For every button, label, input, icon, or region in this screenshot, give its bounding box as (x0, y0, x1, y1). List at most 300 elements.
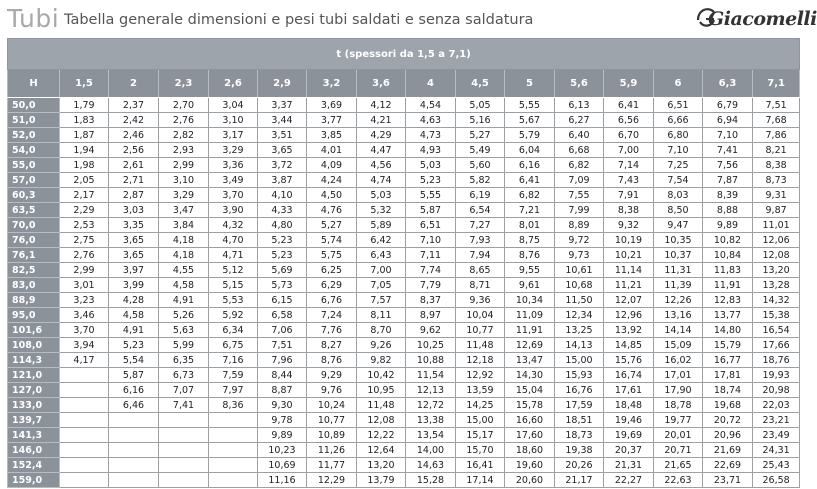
weight-cell: 13,38 (406, 413, 456, 428)
table-row (8, 263, 800, 278)
weight-cell (209, 458, 258, 473)
weight-cell: 4,29 (357, 128, 406, 143)
column-header-thickness: 4,5 (456, 70, 505, 98)
weight-cell: 11,91 (505, 323, 555, 338)
weight-cell: 6,79 (703, 98, 753, 113)
weight-cell: 4,17 (60, 353, 109, 368)
weight-cell: 6,82 (555, 158, 604, 173)
weight-cell: 16,74 (604, 368, 654, 383)
weight-cell: 15,00 (555, 353, 604, 368)
table-row (8, 293, 800, 308)
weight-cell: 8,38 (604, 203, 654, 218)
weight-cell (109, 443, 159, 458)
weight-cell: 11,31 (654, 263, 703, 278)
weight-cell: 22,63 (654, 473, 703, 488)
weight-cell: 18,48 (604, 398, 654, 413)
weight-cell: 4,24 (307, 173, 357, 188)
weight-cell: 6,66 (654, 113, 703, 128)
weight-cell: 14,14 (654, 323, 703, 338)
weight-cell: 7,10 (406, 233, 456, 248)
weight-cell (60, 443, 109, 458)
weight-cell: 9,32 (604, 218, 654, 233)
weight-cell: 14,13 (555, 338, 604, 353)
weight-cell: 3,69 (307, 98, 357, 113)
weight-cell: 16,41 (456, 458, 505, 473)
weight-cell: 2,87 (109, 188, 159, 203)
weight-cell: 3,65 (109, 233, 159, 248)
weight-cell: 8,70 (357, 323, 406, 338)
weight-cell: 4,74 (357, 173, 406, 188)
weight-cell: 10,42 (357, 368, 406, 383)
weight-cell: 5,75 (307, 248, 357, 263)
page-header (0, 0, 817, 38)
weight-cell: 13,16 (654, 308, 703, 323)
weight-cell: 4,18 (159, 248, 209, 263)
weight-cell: 6,16 (109, 383, 159, 398)
table-row (8, 308, 800, 323)
weight-cell: 4,12 (357, 98, 406, 113)
weight-cell: 5,05 (456, 98, 505, 113)
weight-cell: 13,47 (505, 353, 555, 368)
weight-cell: 11,83 (703, 263, 753, 278)
weight-cell: 7,09 (555, 173, 604, 188)
weight-cell: 21,69 (703, 443, 753, 458)
weight-cell: 23,21 (753, 413, 800, 428)
weight-cell: 7,10 (654, 143, 703, 158)
weight-cell: 9,61 (505, 278, 555, 293)
weight-cell: 6,13 (555, 98, 604, 113)
weight-cell: 3,72 (258, 158, 307, 173)
weight-cell: 6,70 (604, 128, 654, 143)
weight-cell: 10,24 (307, 398, 357, 413)
weight-cell: 18,76 (753, 353, 800, 368)
weight-cell: 9,55 (505, 263, 555, 278)
weight-cell: 7,11 (406, 248, 456, 263)
weight-cell: 6,04 (505, 143, 555, 158)
weight-cell: 5,23 (406, 173, 456, 188)
weight-cell: 2,75 (60, 233, 109, 248)
weight-cell: 9,73 (555, 248, 604, 263)
weight-cell: 2,76 (60, 248, 109, 263)
weight-cell: 7,00 (357, 263, 406, 278)
weight-cell (109, 458, 159, 473)
weight-cell: 10,82 (703, 233, 753, 248)
weight-cell: 9,87 (753, 203, 800, 218)
weight-cell: 5,53 (209, 293, 258, 308)
table-row (8, 278, 800, 293)
weight-cell: 5,27 (307, 218, 357, 233)
table-row (8, 323, 800, 338)
weight-cell: 3,94 (60, 338, 109, 353)
weight-cell: 10,77 (456, 323, 505, 338)
weight-cell: 5,03 (406, 158, 456, 173)
weight-cell: 9,29 (307, 368, 357, 383)
weight-cell: 19,38 (555, 443, 604, 458)
weight-cell: 12,64 (357, 443, 406, 458)
weight-cell: 3,46 (60, 308, 109, 323)
weight-cell: 18,60 (505, 443, 555, 458)
column-header-thickness: 7,1 (753, 70, 800, 98)
weight-cell: 25,43 (753, 458, 800, 473)
weight-cell: 4,71 (209, 248, 258, 263)
weight-cell: 5,27 (456, 128, 505, 143)
weight-cell: 9,30 (258, 398, 307, 413)
weight-cell: 13,92 (604, 323, 654, 338)
weight-cell: 17,01 (654, 368, 703, 383)
weight-cell (209, 473, 258, 488)
weight-cell: 9,89 (703, 218, 753, 233)
weight-cell: 11,77 (307, 458, 357, 473)
weight-cell: 2,17 (60, 188, 109, 203)
weight-cell: 18,74 (703, 383, 753, 398)
weight-cell: 11,26 (307, 443, 357, 458)
weight-cell: 24,31 (753, 443, 800, 458)
weight-cell: 11,91 (703, 278, 753, 293)
weight-cell: 5,92 (209, 308, 258, 323)
weight-cell: 14,80 (703, 323, 753, 338)
row-header-diameter: 63,5 (8, 203, 60, 218)
weight-cell: 8,38 (753, 158, 800, 173)
weight-cell (209, 428, 258, 443)
weight-cell: 3,10 (209, 113, 258, 128)
weight-cell: 16,54 (753, 323, 800, 338)
weight-cell: 3,35 (109, 218, 159, 233)
weight-cell: 7,94 (456, 248, 505, 263)
column-header-row (8, 70, 800, 98)
weight-cell: 9,89 (258, 428, 307, 443)
column-header-thickness: 4 (406, 70, 456, 98)
weight-cell: 17,60 (505, 428, 555, 443)
weight-cell: 7,96 (258, 353, 307, 368)
table-caption: t (spessori da 1,5 a 7,1) (8, 39, 800, 70)
weight-cell: 16,76 (555, 383, 604, 398)
row-header-diameter: 60,3 (8, 188, 60, 203)
weight-cell: 5,69 (258, 263, 307, 278)
weight-cell: 7,51 (753, 98, 800, 113)
table-row (8, 233, 800, 248)
weight-cell: 17,14 (456, 473, 505, 488)
weight-cell: 13,28 (753, 278, 800, 293)
weight-cell: 20,96 (703, 428, 753, 443)
weight-cell: 1,94 (60, 143, 109, 158)
weight-cell: 20,71 (654, 443, 703, 458)
weight-cell: 7,87 (703, 173, 753, 188)
weight-cell: 15,17 (456, 428, 505, 443)
weight-cell: 8,11 (357, 308, 406, 323)
weight-cell: 16,02 (654, 353, 703, 368)
weight-cell: 15,38 (753, 308, 800, 323)
weight-cell: 7,56 (703, 158, 753, 173)
weight-cell: 4,50 (307, 188, 357, 203)
weight-cell: 11,01 (753, 218, 800, 233)
weight-cell: 7,59 (209, 368, 258, 383)
weight-cell: 3,29 (209, 143, 258, 158)
weight-cell (60, 413, 109, 428)
weight-cell: 5,79 (505, 128, 555, 143)
weight-cell: 13,25 (555, 323, 604, 338)
weight-cell (159, 443, 209, 458)
brand-logo (694, 2, 817, 30)
weight-cell: 11,48 (456, 338, 505, 353)
weight-cell: 5,03 (357, 188, 406, 203)
weight-cell: 22,27 (604, 473, 654, 488)
weight-cell: 6,34 (209, 323, 258, 338)
weight-cell: 4,91 (109, 323, 159, 338)
weight-cell: 6,94 (703, 113, 753, 128)
weight-cell: 5,73 (258, 278, 307, 293)
weight-cell: 13,20 (753, 263, 800, 278)
logo-text: Giacomelli (708, 8, 817, 30)
weight-cell: 5,49 (456, 143, 505, 158)
weight-cell: 19,93 (753, 368, 800, 383)
weight-cell: 10,68 (555, 278, 604, 293)
weight-cell: 10,23 (258, 443, 307, 458)
weight-cell: 12,72 (406, 398, 456, 413)
weight-cell (159, 428, 209, 443)
weight-cell: 10,21 (604, 248, 654, 263)
weight-cell: 3,51 (258, 128, 307, 143)
weight-cell: 17,66 (753, 338, 800, 353)
weight-cell: 5,54 (109, 353, 159, 368)
weight-cell (109, 428, 159, 443)
page-title: Tubi (7, 4, 60, 33)
weight-cell: 8,71 (456, 278, 505, 293)
weight-cell: 5,32 (357, 203, 406, 218)
weight-cell: 18,51 (555, 413, 604, 428)
weight-cell: 4,80 (258, 218, 307, 233)
weight-cell: 4,76 (307, 203, 357, 218)
weight-cell: 7,68 (753, 113, 800, 128)
weight-cell: 8,65 (456, 263, 505, 278)
row-header-diameter: 141,3 (8, 428, 60, 443)
weight-cell: 8,27 (307, 338, 357, 353)
row-header-diameter: 50,0 (8, 98, 60, 113)
weight-cell (209, 443, 258, 458)
weight-cell: 6,40 (555, 128, 604, 143)
weight-cell: 14,25 (456, 398, 505, 413)
weight-cell: 15,70 (456, 443, 505, 458)
weight-cell: 7,54 (654, 173, 703, 188)
weight-cell: 11,16 (258, 473, 307, 488)
weight-cell: 10,37 (654, 248, 703, 263)
weight-cell: 10,89 (307, 428, 357, 443)
weight-cell: 5,23 (258, 233, 307, 248)
table-row (8, 128, 800, 143)
weight-cell: 2,71 (109, 173, 159, 188)
weight-cell: 8,21 (753, 143, 800, 158)
weight-cell: 4,47 (357, 143, 406, 158)
weight-cell: 10,25 (406, 338, 456, 353)
weight-cell: 16,77 (703, 353, 753, 368)
weight-cell: 9,62 (406, 323, 456, 338)
weight-cell: 10,69 (258, 458, 307, 473)
weight-cell: 7,57 (357, 293, 406, 308)
weight-cell: 8,89 (555, 218, 604, 233)
weight-cell: 4,91 (159, 293, 209, 308)
column-header-thickness: 2,6 (209, 70, 258, 98)
row-header-diameter: 139,7 (8, 413, 60, 428)
weight-cell: 9,76 (307, 383, 357, 398)
row-header-diameter: 76,0 (8, 233, 60, 248)
weight-cell: 2,93 (159, 143, 209, 158)
weight-cell: 11,50 (555, 293, 604, 308)
table-row (8, 383, 800, 398)
weight-cell: 6,16 (505, 158, 555, 173)
weight-cell: 10,77 (307, 413, 357, 428)
weight-cell: 6,43 (357, 248, 406, 263)
weight-cell: 4,01 (307, 143, 357, 158)
page-subtitle: Tabella generale dimensioni e pesi tubi saldati e senza saldatura (64, 12, 534, 28)
weight-cell: 20,60 (505, 473, 555, 488)
table-row (8, 248, 800, 263)
weight-cell (159, 473, 209, 488)
weight-cell: 7,41 (159, 398, 209, 413)
column-header-thickness: 5 (505, 70, 555, 98)
weight-cell: 8,73 (753, 173, 800, 188)
weight-cell: 8,50 (654, 203, 703, 218)
weight-cell: 12,22 (357, 428, 406, 443)
weight-cell: 6,51 (406, 218, 456, 233)
weight-cell: 7,74 (406, 263, 456, 278)
weight-cell (109, 473, 159, 488)
table-row (8, 458, 800, 473)
weight-cell: 7,27 (456, 218, 505, 233)
weight-cell: 7,55 (555, 188, 604, 203)
weight-cell: 7,05 (357, 278, 406, 293)
weight-cell: 3,99 (109, 278, 159, 293)
weight-cell: 3,65 (109, 248, 159, 263)
weight-cell: 9,47 (654, 218, 703, 233)
table-row (8, 428, 800, 443)
weight-cell: 3,85 (307, 128, 357, 143)
weight-cell: 12,34 (555, 308, 604, 323)
weight-cell: 12,83 (703, 293, 753, 308)
table-row (8, 113, 800, 128)
weight-cell: 11,09 (505, 308, 555, 323)
weight-cell: 17,90 (654, 383, 703, 398)
weight-cell: 22,69 (703, 458, 753, 473)
weight-cell: 4,33 (258, 203, 307, 218)
weight-cell: 12,07 (604, 293, 654, 308)
weight-cell: 3,87 (258, 173, 307, 188)
weight-cell: 6,54 (456, 203, 505, 218)
weight-cell (60, 398, 109, 413)
column-header-thickness: 3,2 (307, 70, 357, 98)
weight-cell: 7,16 (209, 353, 258, 368)
weight-cell (159, 458, 209, 473)
weight-cell: 7,10 (703, 128, 753, 143)
weight-cell: 3,01 (60, 278, 109, 293)
weight-cell: 6,35 (159, 353, 209, 368)
weight-cell: 5,87 (109, 368, 159, 383)
weight-cell: 10,61 (555, 263, 604, 278)
row-header-diameter: 83,0 (8, 278, 60, 293)
weight-cell: 20,72 (703, 413, 753, 428)
weight-cell: 6,19 (456, 188, 505, 203)
weight-cell: 5,16 (456, 113, 505, 128)
weight-cell (109, 413, 159, 428)
weight-cell: 5,74 (307, 233, 357, 248)
weight-cell: 14,30 (505, 368, 555, 383)
weight-cell (60, 383, 109, 398)
weight-cell: 1,87 (60, 128, 109, 143)
weight-cell: 4,70 (209, 233, 258, 248)
weight-cell: 8,01 (505, 218, 555, 233)
weight-cell: 15,04 (505, 383, 555, 398)
weight-cell: 10,35 (654, 233, 703, 248)
table-body (8, 98, 800, 488)
weight-cell: 13,77 (703, 308, 753, 323)
table-row (8, 143, 800, 158)
weight-cell: 1,79 (60, 98, 109, 113)
weight-cell: 14,32 (753, 293, 800, 308)
weight-cell: 3,97 (109, 263, 159, 278)
weight-cell: 9,36 (456, 293, 505, 308)
table-row (8, 158, 800, 173)
weight-cell: 5,55 (406, 188, 456, 203)
weight-cell: 7,24 (307, 308, 357, 323)
weight-cell: 2,56 (109, 143, 159, 158)
row-header-diameter: 55,0 (8, 158, 60, 173)
weight-cell: 4,32 (209, 218, 258, 233)
weight-cell: 3,10 (159, 173, 209, 188)
weight-cell: 15,79 (703, 338, 753, 353)
weight-cell: 7,43 (604, 173, 654, 188)
weight-cell: 7,79 (406, 278, 456, 293)
weight-cell: 5,12 (209, 263, 258, 278)
weight-cell: 5,82 (456, 173, 505, 188)
column-header-thickness: 2,3 (159, 70, 209, 98)
weight-cell: 6,80 (654, 128, 703, 143)
weight-cell: 3,70 (60, 323, 109, 338)
weight-cell: 18,78 (654, 398, 703, 413)
row-header-diameter: 146,0 (8, 443, 60, 458)
row-header-diameter: 76,1 (8, 248, 60, 263)
weight-cell: 3,03 (109, 203, 159, 218)
weight-cell: 14,00 (406, 443, 456, 458)
table-row (8, 338, 800, 353)
weight-cell: 15,09 (654, 338, 703, 353)
weight-cell: 2,53 (60, 218, 109, 233)
weight-cell: 19,77 (654, 413, 703, 428)
weight-cell (60, 458, 109, 473)
weight-cell: 12,92 (456, 368, 505, 383)
weight-cell: 6,42 (357, 233, 406, 248)
weight-cell: 10,04 (456, 308, 505, 323)
weight-cell: 6,56 (604, 113, 654, 128)
weight-cell: 17,59 (555, 398, 604, 413)
table-row (8, 218, 800, 233)
weight-cell: 3,47 (159, 203, 209, 218)
weight-cell: 11,54 (406, 368, 456, 383)
weight-cell: 3,77 (307, 113, 357, 128)
weight-cell: 8,76 (505, 248, 555, 263)
weight-cell: 19,46 (604, 413, 654, 428)
weight-cell: 4,10 (258, 188, 307, 203)
weight-cell: 7,06 (258, 323, 307, 338)
weight-cell: 8,03 (654, 188, 703, 203)
weight-cell: 2,99 (159, 158, 209, 173)
weight-cell: 3,37 (258, 98, 307, 113)
weight-cell: 13,59 (456, 383, 505, 398)
weight-cell: 11,48 (357, 398, 406, 413)
weight-cell: 2,61 (109, 158, 159, 173)
weight-cell: 6,41 (505, 173, 555, 188)
weight-cell: 12,08 (753, 248, 800, 263)
weight-cell: 4,58 (109, 308, 159, 323)
weight-cell: 7,14 (604, 158, 654, 173)
row-header-diameter: 70,0 (8, 218, 60, 233)
